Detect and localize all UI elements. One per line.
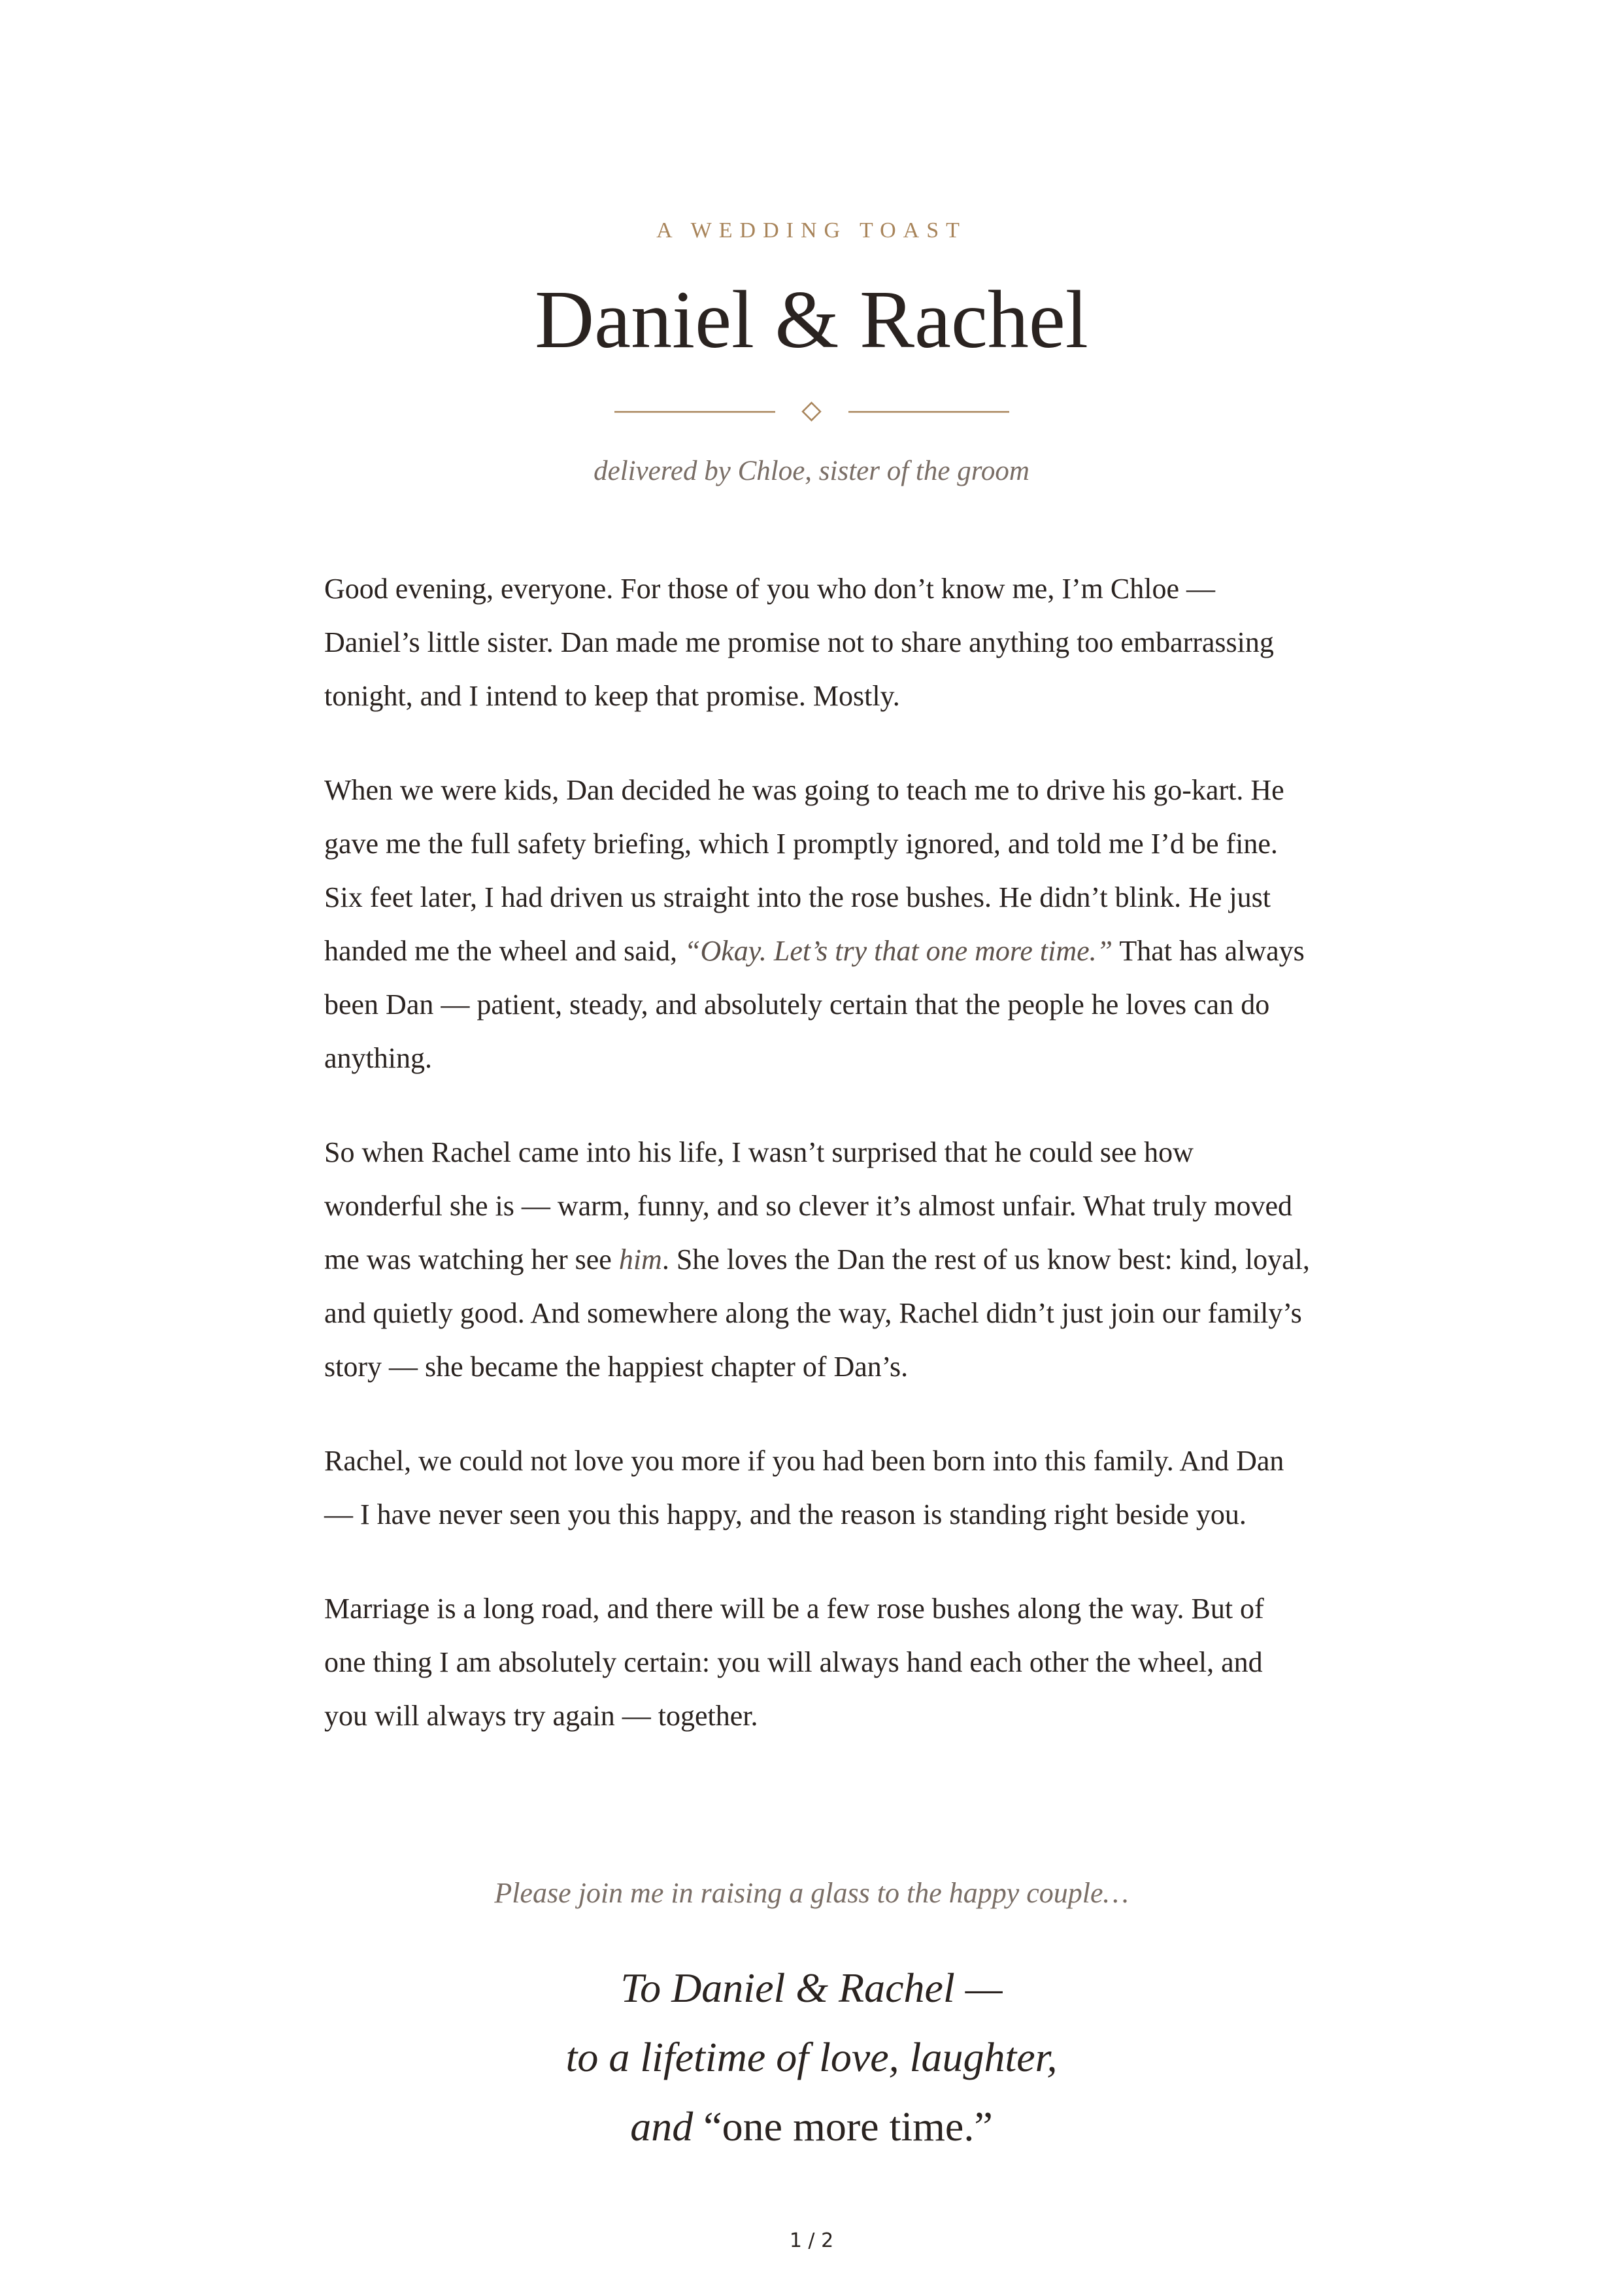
paragraph-4: Rachel, we could not love you more if you had been born into this family. And Dan — I have never seen you this happy, and the reason is standing right beside you. bbox=[324, 1445, 1284, 1530]
raise-glass-invitation: Please join me in raising a glass to the happy couple… bbox=[494, 1877, 1129, 1909]
toast-line-3-quote: “one more time.” bbox=[703, 2103, 993, 2150]
toast-line-1: To Daniel & Rachel — bbox=[620, 1965, 1003, 2011]
paragraph-3 bbox=[324, 1126, 1311, 1394]
paragraph-1: Good evening, everyone. For those of you who don’t know me, I’m Chloe — Daniel’s little sister. Dan made me promise not to share anything too embarrassing tonight, and I intend to keep that promise. Mostly. bbox=[324, 573, 1274, 712]
page-title: Daniel & Rachel bbox=[535, 275, 1088, 365]
paragraph-3-text-a: So when Rachel came into his life, I wasn’t surprised that he could see how wonderful she is — warm, funny, and so clever it’s almost unfair. What truly moved me was watching her see bbox=[324, 1136, 1293, 1275]
paragraph-2 bbox=[324, 764, 1311, 1085]
toast-line-3-and: and bbox=[630, 2103, 694, 2150]
diamond-icon bbox=[803, 403, 820, 420]
eyebrow-label: A WEDDING TOAST bbox=[656, 218, 967, 243]
paragraph-2-text-a: When we were kids, Dan decided he was going to teach me to drive his go-kart. He gave me the full safety briefing, which I promptly ignored, and told me I’d be fine. Six feet later, I had driven us straight into the rose bushes. He didn’t blink. He just handed me the wheel and said, bbox=[324, 774, 1284, 967]
toast-line-2: to a lifetime of love, laughter, bbox=[565, 2034, 1058, 2080]
paragraph-3-text-b: . She loves the Dan the rest of us know best: kind, loyal, and quietly good. And somewhere along the way, Rachel didn’t just join our family’s story — she became the happiest chapter of Dan’s. bbox=[324, 1243, 1310, 1383]
paragraph-2-text-b: That has always been Dan — patient, steady, and absolutely certain that the people he loves can do anything. bbox=[324, 935, 1305, 1074]
paragraph-2-quote: “Okay. Let’s try that one more time.” bbox=[684, 935, 1113, 967]
page-number: 1 / 2 bbox=[789, 2229, 834, 2252]
toast-body bbox=[324, 562, 1311, 1783]
toast-line-3 bbox=[0, 2092, 1623, 2161]
divider-ornament bbox=[614, 399, 1009, 425]
closing-toast bbox=[0, 1953, 1623, 2161]
paragraph-3-emphasis: him bbox=[618, 1243, 662, 1275]
paragraph-5: Marriage is a long road, and there will be a few rose bushes along the way. But of one thing I am absolutely certain: you will always hand each other the wheel, and you will always try again — together. bbox=[324, 1593, 1264, 1732]
byline: delivered by Chloe, sister of the groom bbox=[594, 456, 1029, 486]
